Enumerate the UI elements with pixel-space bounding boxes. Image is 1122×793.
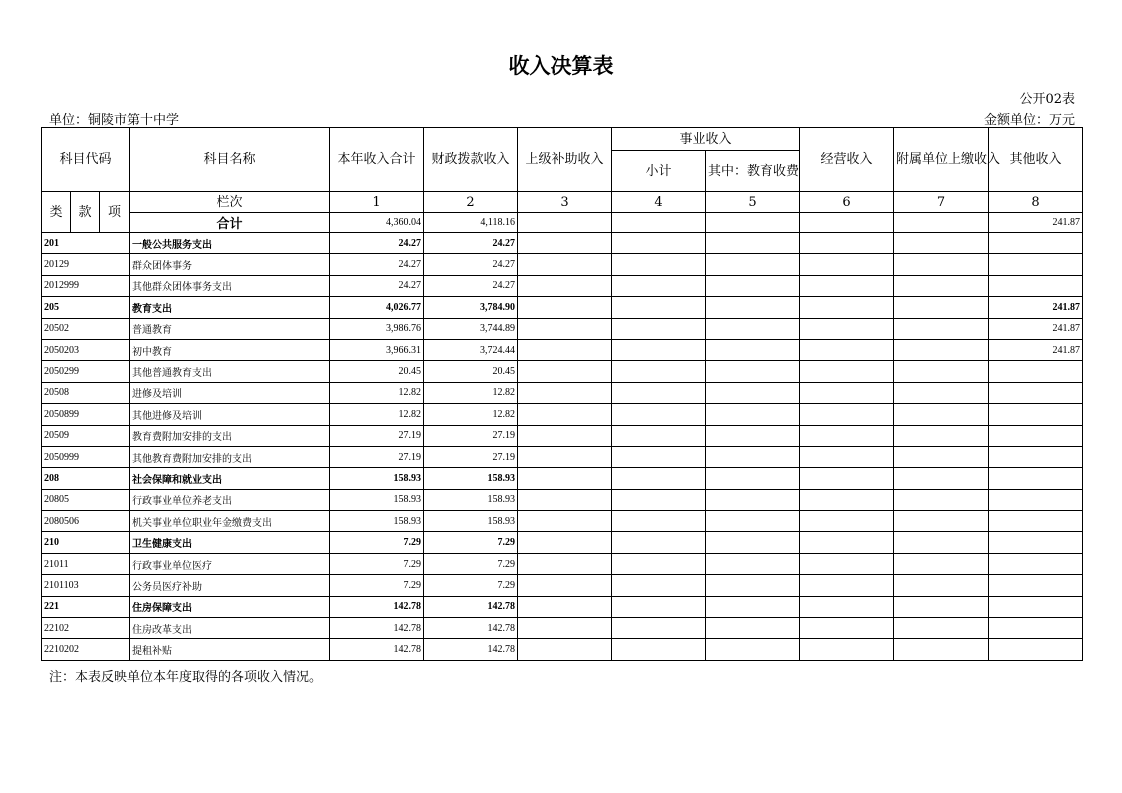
fiscal-value: 12.82 [424,404,518,425]
fiscal-value: 3,724.44 [424,339,518,360]
total-income-value: 4,360.04 [330,213,424,233]
business-subtotal-value [612,575,706,596]
table-row [42,532,1083,553]
header-total-income: 本年收入合计 [330,128,424,192]
other-value [989,404,1083,425]
other-value [989,618,1083,639]
fiscal-value: 158.93 [424,468,518,489]
affiliated-value [894,254,989,275]
subject-code: 205 [42,297,130,318]
business-subtotal-value [612,254,706,275]
superior-value [518,404,612,425]
header-subtotal: 小计 [612,151,706,192]
operating-value [800,318,894,339]
business-subtotal-value [612,318,706,339]
business-subtotal-value [612,511,706,532]
subject-code: 2101103 [42,575,130,596]
edu-fee-value [706,318,800,339]
table-row [42,575,1083,596]
fiscal-value: 12.82 [424,382,518,403]
amount-unit: 金额单位：万元 [983,113,1075,128]
other-value [989,254,1083,275]
fiscal-value: 3,784.90 [424,297,518,318]
table-row [42,233,1083,254]
header-xiang: 项 [100,192,130,233]
total-income-value: 27.19 [330,425,424,446]
table-row [42,446,1083,467]
total-income-value: 7.29 [330,575,424,596]
affiliated-value [894,575,989,596]
subject-code: 2050899 [42,404,130,425]
reporting-unit: 单位：铜陵市第十中学 [49,113,180,128]
superior-value [518,446,612,467]
total-income-value: 142.78 [330,639,424,660]
operating-value [800,233,894,254]
subject-code: 22102 [42,618,130,639]
edu-fee-value [706,233,800,254]
operating-value [800,596,894,617]
affiliated-value [894,639,989,660]
fiscal-value: 24.27 [424,233,518,254]
business-subtotal-value [612,404,706,425]
table-row [42,382,1083,403]
total-fiscal-value: 4,118.16 [424,213,518,233]
superior-value [518,511,612,532]
business-subtotal-value [612,339,706,360]
subject-code: 20502 [42,318,130,339]
table-row [42,511,1083,532]
subject-code: 201 [42,233,130,254]
header-name: 科目名称 [130,128,330,192]
affiliated-value [894,468,989,489]
subject-name: 群众团体事务 [130,254,330,275]
operating-value [800,404,894,425]
other-value [989,382,1083,403]
edu-fee-value [706,382,800,403]
header-operating: 经营收入 [800,128,894,192]
col-number: 5 [706,192,800,213]
other-value [989,532,1083,553]
superior-value [518,233,612,254]
superior-value [518,489,612,510]
affiliated-value [894,297,989,318]
business-subtotal-value [612,297,706,318]
business-subtotal-value [612,618,706,639]
subject-name: 机关事业单位职业年金缴费支出 [130,511,330,532]
fiscal-value: 3,744.89 [424,318,518,339]
subject-code: 2210202 [42,639,130,660]
affiliated-value [894,511,989,532]
edu-fee-value [706,339,800,360]
affiliated-value [894,446,989,467]
subject-code: 2050203 [42,339,130,360]
affiliated-value [894,618,989,639]
fiscal-value: 158.93 [424,511,518,532]
fiscal-value: 27.19 [424,425,518,446]
fiscal-value: 7.29 [424,553,518,574]
subject-name: 行政事业单位医疗 [130,553,330,574]
affiliated-value [894,489,989,510]
table-row [42,254,1083,275]
business-subtotal-value [612,596,706,617]
subject-name: 教育费附加安排的支出 [130,425,330,446]
other-value [989,275,1083,296]
total-income-value: 142.78 [330,596,424,617]
header-edu-fee: 其中：教育收费 [706,151,800,192]
fiscal-value: 7.29 [424,575,518,596]
operating-value [800,339,894,360]
header-affiliated: 附属单位上缴收入 [894,128,989,192]
superior-value [518,639,612,660]
table-row [42,489,1083,510]
other-value [989,425,1083,446]
total-income-value: 4,026.77 [330,297,424,318]
table-row [42,425,1083,446]
total-row [42,213,1083,233]
subject-code: 208 [42,468,130,489]
subject-name: 普通教育 [130,318,330,339]
affiliated-value [894,361,989,382]
subject-name: 提租补贴 [130,639,330,660]
other-value: 241.87 [989,297,1083,318]
subject-name: 初中教育 [130,339,330,360]
total-income-value: 142.78 [330,618,424,639]
other-value [989,468,1083,489]
superior-value [518,425,612,446]
header-other: 其他收入 [989,128,1083,192]
superior-value [518,297,612,318]
business-subtotal-value [612,275,706,296]
page-title: 收入决算表 [508,54,614,78]
table-row [42,275,1083,296]
business-subtotal-value [612,553,706,574]
operating-value [800,553,894,574]
operating-value [800,511,894,532]
edu-fee-value [706,446,800,467]
table-row [42,468,1083,489]
col-number: 3 [518,192,612,213]
subject-name: 进修及培训 [130,382,330,403]
edu-fee-value [706,553,800,574]
subject-name: 其他进修及培训 [130,404,330,425]
edu-fee-value [706,618,800,639]
edu-fee-value [706,275,800,296]
fiscal-value: 158.93 [424,489,518,510]
affiliated-value [894,596,989,617]
affiliated-value [894,318,989,339]
subject-name: 教育支出 [130,297,330,318]
superior-value [518,532,612,553]
edu-fee-value [706,575,800,596]
subject-name: 公务员医疗补助 [130,575,330,596]
business-subtotal-value [612,532,706,553]
subject-name: 社会保障和就业支出 [130,468,330,489]
superior-value [518,339,612,360]
other-value [989,553,1083,574]
col-number: 6 [800,192,894,213]
subject-code: 20509 [42,425,130,446]
header-code: 科目代码 [42,128,130,192]
table-row [42,639,1083,660]
fiscal-value: 27.19 [424,446,518,467]
subject-code: 20805 [42,489,130,510]
subject-name: 住房改革支出 [130,618,330,639]
fiscal-value: 7.29 [424,532,518,553]
subject-name: 其他教育费附加安排的支出 [130,446,330,467]
other-value [989,596,1083,617]
business-subtotal-value [612,425,706,446]
edu-fee-value [706,468,800,489]
total-income-value: 158.93 [330,489,424,510]
subject-code: 221 [42,596,130,617]
total-income-value: 24.27 [330,233,424,254]
fiscal-value: 142.78 [424,596,518,617]
other-value: 241.87 [989,318,1083,339]
income-table [41,127,1083,661]
subject-code: 210 [42,532,130,553]
affiliated-value [894,382,989,403]
subject-code: 20129 [42,254,130,275]
total-income-value: 27.19 [330,446,424,467]
table-row [42,596,1083,617]
header-lei: 类 [42,192,71,233]
superior-value [518,468,612,489]
subject-name: 其他普通教育支出 [130,361,330,382]
total-income-value: 158.93 [330,468,424,489]
affiliated-value [894,233,989,254]
operating-value [800,639,894,660]
total-income-value: 3,986.76 [330,318,424,339]
col-number: 2 [424,192,518,213]
other-value [989,511,1083,532]
col-number: 1 [330,192,424,213]
subject-name: 一般公共服务支出 [130,233,330,254]
header-business: 事业收入 [612,128,800,151]
fiscal-value: 142.78 [424,639,518,660]
table-row [42,297,1083,318]
operating-value [800,489,894,510]
total-income-value: 3,966.31 [330,339,424,360]
subject-name: 卫生健康支出 [130,532,330,553]
superior-value [518,318,612,339]
total-income-value: 12.82 [330,382,424,403]
table-row [42,339,1083,360]
superior-value [518,275,612,296]
affiliated-value [894,425,989,446]
operating-value [800,275,894,296]
superior-value [518,575,612,596]
total-income-value: 20.45 [330,361,424,382]
superior-value [518,382,612,403]
edu-fee-value [706,254,800,275]
col-number: 7 [894,192,989,213]
total-label: 合计 [130,213,330,233]
business-subtotal-value [612,233,706,254]
col-number: 8 [989,192,1083,213]
edu-fee-value [706,361,800,382]
operating-value [800,468,894,489]
total-income-value: 24.27 [330,275,424,296]
subject-code: 21011 [42,553,130,574]
other-value [989,639,1083,660]
subject-code: 2012999 [42,275,130,296]
other-value: 241.87 [989,339,1083,360]
table-row [42,404,1083,425]
fiscal-value: 142.78 [424,618,518,639]
affiliated-value [894,404,989,425]
edu-fee-value [706,511,800,532]
form-number: 公开02表 [1019,92,1075,107]
header-kuan: 款 [71,192,100,233]
fiscal-value: 24.27 [424,275,518,296]
footnote: 注：本表反映单位本年度取得的各项收入情况。 [49,670,323,685]
edu-fee-value [706,489,800,510]
operating-value [800,575,894,596]
header-fiscal: 财政拨款收入 [424,128,518,192]
operating-value [800,382,894,403]
edu-fee-value [706,639,800,660]
edu-fee-value [706,425,800,446]
subject-name: 其他群众团体事务支出 [130,275,330,296]
header-superior: 上级补助收入 [518,128,612,192]
table-row [42,553,1083,574]
total-income-value: 7.29 [330,553,424,574]
subject-code: 2050299 [42,361,130,382]
total-income-value: 12.82 [330,404,424,425]
superior-value [518,553,612,574]
other-value [989,361,1083,382]
business-subtotal-value [612,446,706,467]
subject-name: 住房保障支出 [130,596,330,617]
edu-fee-value [706,404,800,425]
affiliated-value [894,553,989,574]
edu-fee-value [706,596,800,617]
table-row [42,361,1083,382]
affiliated-value [894,275,989,296]
superior-value [518,596,612,617]
operating-value [800,361,894,382]
total-other-value: 241.87 [989,213,1083,233]
other-value [989,233,1083,254]
subject-code: 2050999 [42,446,130,467]
subject-code: 2080506 [42,511,130,532]
subject-name: 行政事业单位养老支出 [130,489,330,510]
superior-value [518,361,612,382]
operating-value [800,297,894,318]
operating-value [800,425,894,446]
operating-value [800,254,894,275]
fiscal-value: 20.45 [424,361,518,382]
subject-code: 20508 [42,382,130,403]
header-column-no: 栏次 [130,192,330,213]
affiliated-value [894,532,989,553]
operating-value [800,532,894,553]
total-income-value: 158.93 [330,511,424,532]
table-row [42,318,1083,339]
business-subtotal-value [612,382,706,403]
other-value [989,489,1083,510]
other-value [989,575,1083,596]
business-subtotal-value [612,361,706,382]
affiliated-value [894,339,989,360]
edu-fee-value [706,532,800,553]
col-number: 4 [612,192,706,213]
operating-value [800,446,894,467]
fiscal-value: 24.27 [424,254,518,275]
superior-value [518,254,612,275]
superior-value [518,618,612,639]
total-income-value: 24.27 [330,254,424,275]
business-subtotal-value [612,468,706,489]
operating-value [800,618,894,639]
table-row [42,618,1083,639]
business-subtotal-value [612,489,706,510]
total-income-value: 7.29 [330,532,424,553]
edu-fee-value [706,297,800,318]
other-value [989,446,1083,467]
business-subtotal-value [612,639,706,660]
